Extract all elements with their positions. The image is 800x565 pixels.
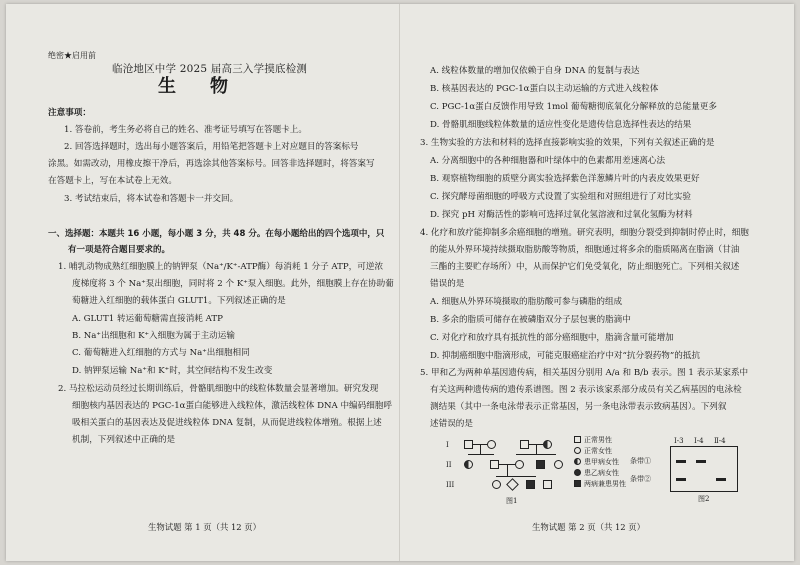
figure-2-caption: 图2 bbox=[698, 495, 710, 503]
gen-label-2: II bbox=[446, 461, 452, 469]
sibship-line bbox=[496, 476, 536, 477]
q2-stem-line1: 2. 马拉松运动员经过长期训练后，骨骼肌细胞中的线粒体数量会显著增加。研究发现 bbox=[58, 384, 379, 394]
descent-line bbox=[480, 444, 481, 454]
q5-stem-line4: 述错误的是 bbox=[430, 419, 473, 429]
gel-col-2: Ⅰ-4 bbox=[694, 437, 704, 445]
legend-disease-b-female: 患乙病女性 bbox=[584, 469, 619, 477]
note-2-cont: 涂黑。如需改动，用橡皮擦干净后，再选涂其他答案标号。回答非选择题时，将答案写 bbox=[48, 159, 375, 169]
pedigree-female-I4 bbox=[543, 440, 552, 449]
q4-option-c: C. 对化疗和放疗具有抵抗性的部分癌细胞中，脂滴含量可能增加 bbox=[430, 333, 674, 343]
q4-option-b: B. 多余的脂质可储存在被磷脂双分子层包裹的脂滴中 bbox=[430, 315, 631, 325]
q2-stem-line2: 细胞核内基因表达的 PGC-1α蛋白能够进入线粒体，激活线粒体 DNA 中编码细胞呼 bbox=[72, 401, 393, 411]
sibship-line bbox=[516, 454, 556, 455]
q4-stem-line4: 错误的是 bbox=[430, 279, 465, 289]
pedigree-male-I3 bbox=[520, 440, 529, 449]
q3-option-a: A. 分离细胞中的各种细胞器和叶绿体中的色素都用差速离心法 bbox=[430, 156, 666, 166]
subject-title: 生 物 bbox=[158, 76, 236, 97]
gel-col-1: Ⅰ-3 bbox=[674, 437, 684, 445]
notes-heading: 注意事项： bbox=[48, 108, 91, 118]
legend-disease-a-female-icon bbox=[574, 458, 581, 465]
q2-option-c: C. PGC-1α蛋白反馈作用导致 1mol 葡萄糖彻底氧化分解释放的总能量更多 bbox=[430, 102, 717, 112]
pedigree-male-II8 bbox=[536, 460, 545, 469]
pedigree-female-II7 bbox=[515, 460, 524, 469]
gel-col-3: Ⅱ-4 bbox=[714, 437, 726, 445]
gel-frame bbox=[670, 446, 738, 492]
pedigree-male-III4 bbox=[543, 480, 552, 489]
legend-disease-a-female: 患甲病女性 bbox=[584, 458, 619, 466]
q4-option-d: D. 抑制癌细胞中脂滴形成，可能克服癌症治疗中对“抗分裂药物”的抵抗 bbox=[430, 351, 701, 361]
note-1: 1. 答卷前，考生务必将自己的姓名、准考证号填写在答题卡上。 bbox=[64, 125, 307, 135]
legend-normal-female-icon bbox=[574, 447, 581, 454]
pedigree-female-I2 bbox=[487, 440, 496, 449]
section-1-heading-cont: 有一项是符合题目要求的。 bbox=[68, 245, 171, 255]
q2-option-a: A. 线粒体数量的增加仅依赖于自身 DNA 的复制与表达 bbox=[430, 66, 640, 76]
descent-line bbox=[536, 444, 537, 454]
gel-band bbox=[716, 478, 726, 481]
q4-option-a: A. 细胞从外界环境摄取的脂肪酸可参与磷脂的组成 bbox=[430, 297, 623, 307]
pedigree-female-II9 bbox=[554, 460, 563, 469]
legend-both-male: 两病兼患男性 bbox=[584, 480, 626, 488]
exam-sheet bbox=[6, 4, 794, 561]
gel-band-1-label: 条带① bbox=[630, 457, 651, 465]
legend-normal-male-icon bbox=[574, 436, 581, 443]
q5-stem-line1: 5. 甲和乙为两种单基因遗传病，相关基因分别用 A/a 和 B/b 表示。图 1 表示某家系中 bbox=[420, 368, 749, 378]
q5-stem-line3: 测结果（其中一条电泳带表示正常基因，另一条电泳带表示致病基因）。下列叙 bbox=[430, 402, 727, 412]
note-2: 2. 回答选择题时，选出每小题答案后，用铅笔把答题卡上对应题目的答案标号 bbox=[64, 142, 359, 152]
legend-normal-male: 正常男性 bbox=[584, 436, 612, 444]
page-2-footer: 生物试题 第 2 页（共 12 页） bbox=[532, 522, 646, 532]
page-1 bbox=[6, 4, 400, 561]
gel-band bbox=[676, 478, 686, 481]
figure-1-caption: 图1 bbox=[506, 497, 518, 505]
q1-stem-line1: 1. 哺乳动物成熟红细胞膜上的钠钾泵（Na⁺/K⁺-ATP酶）每消耗 1 分子 ATP，可逆浓 bbox=[58, 262, 384, 272]
q1-option-a: A. GLUT1 转运葡萄糖需直接消耗 ATP bbox=[72, 314, 223, 324]
page-2 bbox=[400, 4, 794, 561]
q2-option-b: B. 核基因表达的 PGC-1α蛋白以主动运输的方式进入线粒体 bbox=[430, 84, 659, 94]
gel-band bbox=[676, 460, 686, 463]
legend-both-male-icon bbox=[574, 480, 581, 487]
pedigree-male-II6 bbox=[490, 460, 499, 469]
section-1-heading: 一、选择题：本题共 16 小题，每小题 3 分，共 48 分。在每小题给出的四个选项中，只 bbox=[48, 229, 385, 239]
page-1-footer: 生物试题 第 1 页（共 12 页） bbox=[148, 522, 262, 532]
legend-disease-b-female-icon bbox=[574, 469, 581, 476]
q5-stem-line2: 有关这两种遗传病的遗传系谱图。图 2 表示该家系部分成员有关乙病基因的电泳检 bbox=[430, 385, 742, 395]
q3-stem: 3. 生物实验的方法和材料的选择直接影响实验的效果，下列有关叙述正确的是 bbox=[420, 138, 715, 148]
q1-stem-line2: 度梯度将 3 个 Na⁺泵出细胞，同时将 2 个 K⁺泵入细胞。此外，细胞膜上存在协助葡 bbox=[72, 279, 394, 289]
q3-option-d: D. 探究 pH 对酶活性的影响可选择过氧化氢溶液和过氧化氢酶为材料 bbox=[430, 210, 693, 220]
sibship-line bbox=[468, 454, 494, 455]
exam-title: 临沧地区中学 2025 届高三入学摸底检测 bbox=[112, 63, 308, 75]
q1-option-d: D. 钠钾泵运输 Na⁺和 K⁺时，其空间结构不发生改变 bbox=[72, 366, 273, 376]
q4-stem-line3: 三酯的主要贮存场所）中，从而保护它们免受氧化，防止细胞死亡。下列相关叙述 bbox=[430, 262, 740, 272]
q2-stem-line3: 吸相关蛋白的基因表达及促进线粒体 DNA 复制，从而促进线粒体增殖。根据上述 bbox=[72, 418, 382, 428]
legend-normal-female: 正常女性 bbox=[584, 447, 612, 455]
descent-line bbox=[507, 464, 508, 476]
note-3: 3. 考试结束后，将本试卷和答题卡一并交回。 bbox=[64, 194, 239, 204]
q3-option-c: C. 探究酵母菌细胞的呼吸方式设置了实验组和对照组进行了对比实验 bbox=[430, 192, 691, 202]
q3-option-b: B. 观察植物细胞的质壁分离实验选择紫色洋葱鳞片叶的内表皮效果更好 bbox=[430, 174, 700, 184]
electrophoresis-figure bbox=[630, 434, 742, 504]
note-2-cont2: 在答题卡上，写在本试卷上无效。 bbox=[48, 176, 177, 186]
confidential-mark: 绝密★启用前 bbox=[48, 51, 96, 60]
q1-option-c: C. 葡萄糖进入红细胞的方式与 Na⁺出细胞相同 bbox=[72, 348, 250, 358]
pedigree-unknown-sex bbox=[506, 478, 519, 491]
q2-option-d: D. 骨骼肌细胞线粒体数量的适应性变化是遗传信息选择性表达的结果 bbox=[430, 120, 692, 130]
gel-band-2-label: 条带② bbox=[630, 475, 651, 483]
q1-option-b: B. Na⁺出细胞和 K⁺入细胞为属于主动运输 bbox=[72, 331, 235, 341]
pedigree-figure bbox=[446, 434, 626, 512]
pedigree-male-III3 bbox=[526, 480, 535, 489]
gen-label-1: I bbox=[446, 441, 449, 449]
pedigree-female-II5 bbox=[464, 460, 473, 469]
q4-stem-line1: 4. 化疗和放疗能抑制多余癌细胞的增殖。研究表明，细胞分裂受到抑制时停止时，细胞 bbox=[420, 228, 749, 238]
pedigree-female-III1 bbox=[492, 480, 501, 489]
gel-band bbox=[696, 460, 706, 463]
pedigree-male-I1 bbox=[464, 440, 473, 449]
q4-stem-line2: 的能从外界环境持续摄取脂肪酸等物质，细胞通过将多余的脂质隔离在脂滴（甘油 bbox=[430, 245, 740, 255]
q2-stem-line4: 机制，下列叙述中正确的是 bbox=[72, 435, 176, 445]
gen-label-3: III bbox=[446, 481, 455, 489]
q1-stem-line3: 萄糖进入红细胞的载体蛋白 GLUT1。下列叙述正确的是 bbox=[72, 296, 286, 306]
